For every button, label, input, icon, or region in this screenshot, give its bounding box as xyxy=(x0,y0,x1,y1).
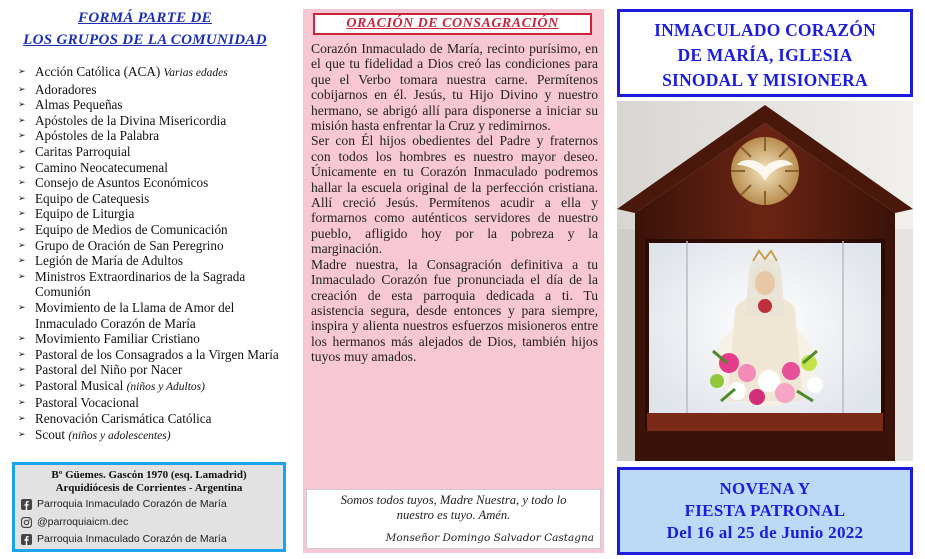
group-name: Grupo de Oración de San Peregrino xyxy=(35,237,224,253)
facebook-icon xyxy=(21,534,32,545)
arrow-bullet-icon: ➢ xyxy=(18,66,26,76)
main-title-line3: SINODAL Y MISIONERA xyxy=(662,70,868,90)
group-name: Movimiento Familiar Cristiano xyxy=(35,331,200,347)
group-name: Pastoral Vocacional xyxy=(35,395,139,411)
groups-title-line2: LOS GRUPOS DE LA COMUNIDAD xyxy=(23,32,267,48)
groups-list xyxy=(18,64,286,444)
group-name: Apóstoles de la Palabra xyxy=(35,128,160,144)
group-item xyxy=(18,378,286,396)
group-item xyxy=(18,427,286,445)
group-item xyxy=(18,300,286,331)
arrow-bullet-icon: ➢ xyxy=(18,161,26,172)
group-item xyxy=(18,64,286,82)
address-line2: Arquidiócesis de Corrientes - Argentina xyxy=(55,482,243,494)
event-dates: Del 16 al 25 de Junio 2022 xyxy=(666,523,864,542)
group-item xyxy=(18,331,286,347)
arrow-bullet-icon: ➢ xyxy=(18,208,26,219)
arrow-bullet-icon: ➢ xyxy=(18,333,26,344)
prayer-paragraph: Madre nuestra, la Consagración definitiva a tu Inmaculado Corazón fue pronunciada el día de la creación de esta parroquia dedicada a ti. Tu asistencia segura, desde entonces y para siempre, inspira y alienta nuestros esfuerzos misioneros entre los hermanos más alejados de Dios, también hijos tuyos muy amados. xyxy=(311,256,598,365)
arrow-bullet-icon: ➢ xyxy=(18,239,26,250)
arrow-bullet-icon: ➢ xyxy=(18,364,26,375)
group-item xyxy=(18,191,286,207)
arrow-bullet-icon: ➢ xyxy=(18,413,26,424)
arrow-bullet-icon: ➢ xyxy=(18,99,26,110)
facebook-link-1[interactable] xyxy=(21,498,227,510)
group-name: Scout xyxy=(35,426,66,442)
arrow-bullet-icon: ➢ xyxy=(18,114,26,125)
arrow-bullet-icon: ➢ xyxy=(18,192,26,203)
groups-column xyxy=(0,0,290,559)
arrow-bullet-icon: ➢ xyxy=(18,177,26,188)
group-note: (niños y adolescentes) xyxy=(68,429,171,442)
group-name: Camino Neocatecumenal xyxy=(35,159,168,175)
closing-line2: nuestro es tuyo. Amén. xyxy=(396,508,511,522)
group-name: Equipo de Liturgia xyxy=(35,206,135,222)
group-note: Varias edades xyxy=(163,67,228,79)
arrow-bullet-icon: ➢ xyxy=(18,397,26,408)
group-name: Consejo de Asuntos Económicos xyxy=(35,175,209,191)
arrow-bullet-icon: ➢ xyxy=(18,130,26,141)
facebook-label-2: Parroquia Inmaculado Corazón de María xyxy=(37,533,227,545)
arrow-bullet-icon: ➢ xyxy=(18,255,26,266)
signature: Monseñor Domingo Salvador Castagna xyxy=(385,532,594,544)
group-name: Ministros Extraordinarios de la Sagrada Comunión xyxy=(35,268,246,300)
group-name: Equipo de Catequesis xyxy=(35,190,150,206)
group-item xyxy=(18,347,286,363)
arrow-bullet-icon: ➢ xyxy=(18,428,26,439)
group-name: Apóstoles de la Divina Misericordia xyxy=(35,112,227,128)
prayer-paragraph: Corazón Inmaculado de María, recinto purísimo, en el que tu fidelidad a Dios creó las condiciones para que el Verbo tomara nuestra carne. Permítenos cobijarnos en él. Jesús, tu Hijo Divino y nuestro hermano, se abrigó allí para disponerse a iniciar su misión hasta enfrentar la Cruz y redimirnos. xyxy=(311,41,598,134)
group-name: Adoradores xyxy=(35,81,97,97)
event-line1: NOVENA Y xyxy=(719,479,811,498)
group-name: Legión de María de Adultos xyxy=(35,253,183,269)
group-item xyxy=(18,82,286,98)
arrow-bullet-icon: ➢ xyxy=(18,223,26,234)
closing-text xyxy=(307,493,600,523)
groups-title-line1: FORMÁ PARTE DE xyxy=(78,10,212,26)
group-item xyxy=(18,253,286,269)
group-item xyxy=(18,222,286,238)
main-title-line2: DE MARÍA, IGLESIA xyxy=(677,45,853,65)
arrow-bullet-icon: ➢ xyxy=(18,379,26,390)
group-name: Pastoral de los Consagrados a la Virgen María xyxy=(35,346,279,362)
group-item xyxy=(18,97,286,113)
group-name: Movimiento de la Llama de Amor del Inmaculado Corazón de María xyxy=(35,299,235,331)
virgin-mary-statue-photo xyxy=(617,101,913,461)
prayer-title: ORACIÓN DE CONSAGRACIÓN xyxy=(313,13,592,35)
group-name: Equipo de Medios de Comunicación xyxy=(35,221,228,237)
group-item xyxy=(18,113,286,129)
group-note: (niños y Adultos) xyxy=(126,380,205,393)
facebook-label-1: Parroquia Inmaculado Corazón de María xyxy=(37,498,227,510)
contact-box xyxy=(12,462,286,552)
instagram-link[interactable] xyxy=(21,516,128,528)
instagram-label: @parroquiaicm.dec xyxy=(37,516,129,528)
closing-box xyxy=(306,489,601,549)
group-name: Renovación Carismática Católica xyxy=(35,411,212,427)
group-item xyxy=(18,395,286,411)
arrow-bullet-icon: ➢ xyxy=(18,145,26,156)
event-box xyxy=(617,467,913,555)
group-item xyxy=(18,144,286,160)
group-item xyxy=(18,128,286,144)
group-item xyxy=(18,206,286,222)
prayer-column xyxy=(303,9,604,553)
main-title-box xyxy=(617,9,913,97)
group-name: Pastoral del Niño por Nacer xyxy=(35,362,183,378)
group-name: Caritas Parroquial xyxy=(35,143,131,159)
event-line2: FIESTA PATRONAL xyxy=(684,501,846,520)
arrow-bullet-icon: ➢ xyxy=(18,301,26,312)
arrow-bullet-icon: ➢ xyxy=(18,348,26,359)
facebook-icon xyxy=(21,499,32,510)
group-name: Acción Católica (ACA) xyxy=(35,64,161,79)
group-item xyxy=(18,269,286,300)
group-item xyxy=(18,411,286,427)
group-name: Pastoral Musical xyxy=(35,377,124,393)
address-line1: Bº Güemes. Gascón 1970 (esq. Lamadrid) xyxy=(51,469,247,481)
prayer-text xyxy=(311,41,598,365)
group-item xyxy=(18,238,286,254)
arrow-bullet-icon: ➢ xyxy=(18,83,26,94)
instagram-icon xyxy=(21,517,32,528)
group-item xyxy=(18,160,286,176)
arrow-bullet-icon: ➢ xyxy=(18,270,26,281)
group-item xyxy=(18,362,286,378)
main-title-line1: INMACULADO CORAZÓN xyxy=(654,20,876,40)
closing-line1: Somos todos tuyos, Madre Nuestra, y todo lo xyxy=(340,493,567,507)
prayer-paragraph: Ser con Él hijos obedientes del Padre y fraternos con todos los hombres es nuestro mayor deseo. Únicamente en tu Corazón Inmaculado podremos hallar la escuela original de la perfección cristiana. Allí creció Jesús. Permítenos acudir a ella y formarnos como auténticos servidores de nuestro pueblo, afligido hoy por la pobreza y la marginación. xyxy=(311,133,598,257)
group-item xyxy=(18,175,286,191)
facebook-link-2[interactable] xyxy=(21,533,227,545)
group-name: Almas Pequeñas xyxy=(35,97,123,113)
